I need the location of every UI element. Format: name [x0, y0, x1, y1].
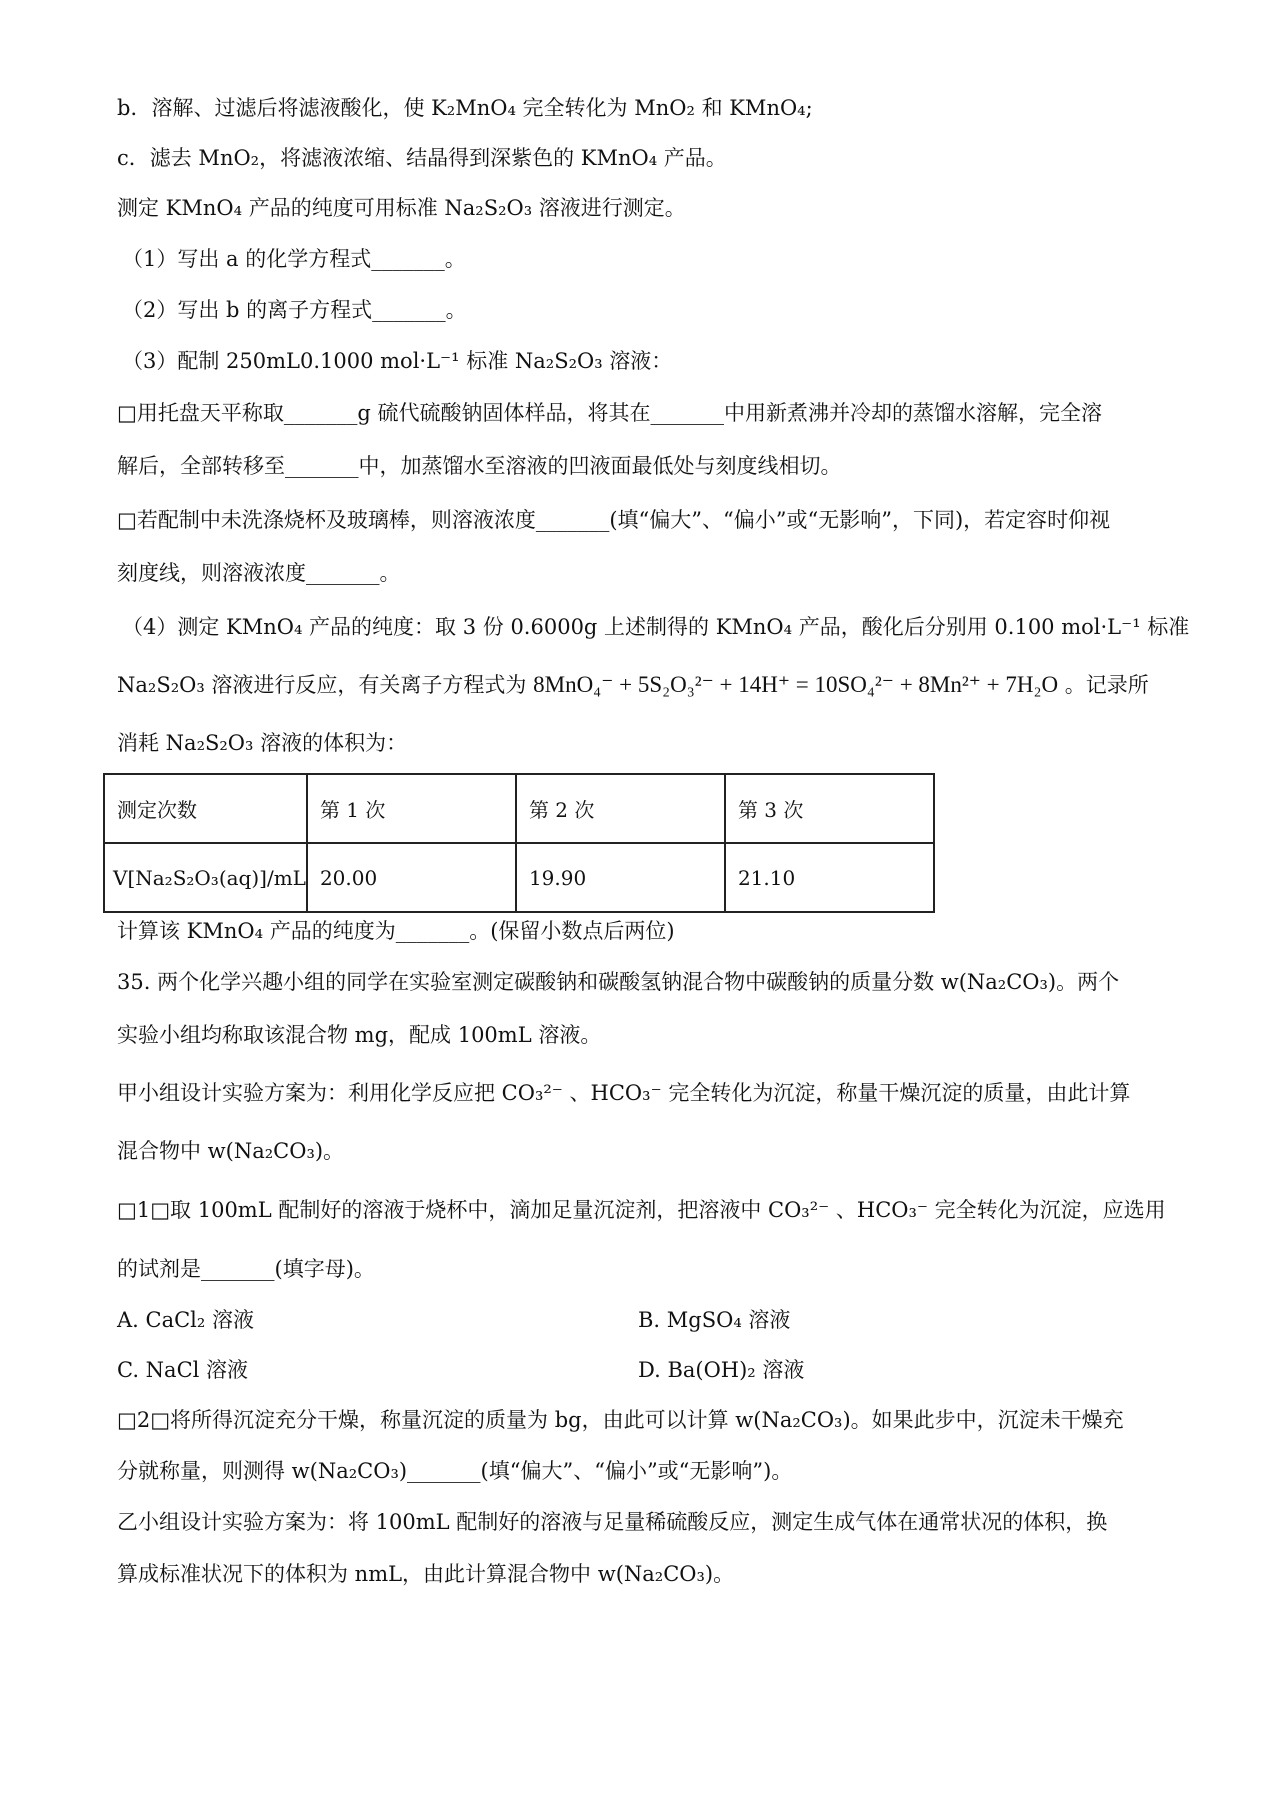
choice-c: C. NaCl 溶液: [117, 1358, 249, 1382]
group-a-line2: 混合物中 w(Na₂CO₃)。: [117, 1139, 345, 1163]
group-a-line1: 甲小组设计实验方案为：利用化学反应把 CO₃²⁻ 、HCO₃⁻ 完全转化为沉淀，称量干燥沉淀的质量，由此计算: [117, 1081, 1131, 1105]
subq-2-line1: □2□将所得沉淀充分干燥，称量沉淀的质量为 bg，由此可以计算 w(Na₂CO₃)。如果此步中，沉淀未干燥充: [117, 1408, 1124, 1432]
table-header-cell: 第 2 次: [516, 774, 725, 843]
question-4-text: Na₂S₂O₃ 溶液进行反应，有关离子方程式为: [117, 673, 527, 697]
question-4-line3: 消耗 Na₂S₂O₃ 溶液的体积为：: [117, 731, 408, 755]
table-header-cell: 第 1 次: [307, 774, 516, 843]
table-cell: 20.00: [307, 843, 516, 912]
question-3a-line1: □用托盘天平称取_______g 硫代硫酸钠固体样品，将其在_______中用新煮沸并冷却的蒸馏水溶解，完全溶: [117, 401, 1102, 425]
table-cell: 19.90: [516, 843, 725, 912]
question-4-tail: 。记录所: [1064, 673, 1149, 697]
step-c-line: c．滤去 MnO₂，将滤液浓缩、结晶得到深紫色的 KMnO₄ 产品。: [117, 146, 727, 170]
subq-1-line1: □1□取 100mL 配制好的溶液于烧杯中，滴加足量沉淀剂，把溶液中 CO₃²⁻ 、HCO₃⁻ 完全转化为沉淀，应选用: [117, 1198, 1166, 1222]
ionic-equation: 8MnO₄⁻ + 5S₂O₃²⁻ + 14H⁺ = 10SO₄²⁻ + 8Mn²⁺ + 7H₂O: [533, 672, 1059, 697]
volume-table: [103, 773, 935, 913]
subq-2-line2: 分就称量，则测得 w(Na₂CO₃)_______(填“偏大”、“偏小”或“无影响”)。: [117, 1459, 793, 1483]
question-3a-line2: 解后，全部转移至_______中，加蒸馏水至溶液的凹液面最低处与刻度线相切。: [117, 454, 842, 478]
table-header-cell: 测定次数: [104, 774, 307, 843]
table-row: [104, 774, 934, 843]
question-4-line4: 计算该 KMnO₄ 产品的纯度为_______。(保留小数点后两位): [117, 919, 675, 943]
question-1: （1）写出 a 的化学方程式_______。: [122, 247, 466, 271]
group-b-line1: 乙小组设计实验方案为：将 100mL 配制好的溶液与足量稀硫酸反应，测定生成气体在通常状况的体积，换: [117, 1510, 1108, 1534]
question-4-line1: （4）测定 KMnO₄ 产品的纯度：取 3 份 0.6000g 上述制得的 KMnO₄ 产品，酸化后分别用 0.100 mol·L⁻¹ 标准: [122, 615, 1190, 639]
question-4-line2: [117, 670, 1149, 700]
choice-a: A. CaCl₂ 溶液: [117, 1308, 254, 1332]
choice-b: B. MgSO₄ 溶液: [638, 1308, 791, 1332]
choice-d: D. Ba(OH)₂ 溶液: [638, 1358, 805, 1382]
subq-1-line2: 的试剂是_______(填字母)。: [117, 1257, 375, 1281]
question-3b-line2: 刻度线，则溶液浓度_______。: [117, 561, 401, 585]
step-b-line: b．溶解、过滤后将滤液酸化，使 K₂MnO₄ 完全转化为 MnO₂ 和 KMnO₄;: [117, 96, 813, 120]
table-header-cell: 第 3 次: [725, 774, 934, 843]
table-cell: 21.10: [725, 843, 934, 912]
question-3: （3）配制 250mL0.1000 mol·L⁻¹ 标准 Na₂S₂O₃ 溶液：: [122, 349, 673, 373]
problem-35-line1: 35. 两个化学兴趣小组的同学在实验室测定碳酸钠和碳酸氢钠混合物中碳酸钠的质量分数 w(Na₂CO₃)。两个: [117, 970, 1120, 994]
problem-35-line2: 实验小组均称取该混合物 mg，配成 100mL 溶液。: [117, 1023, 602, 1047]
purity-intro-line: 测定 KMnO₄ 产品的纯度可用标准 Na₂S₂O₃ 溶液进行测定。: [117, 196, 686, 220]
table-row-label: V[Na₂S₂O₃(aq)]/mL: [104, 843, 307, 912]
group-b-line2: 算成标准状况下的体积为 nmL，由此计算混合物中 w(Na₂CO₃)。: [117, 1562, 735, 1586]
question-3b-line1: □若配制中未洗涤烧杯及玻璃棒，则溶液浓度_______(填“偏大”、“偏小”或“无影响”，下同)，若定容时仰视: [117, 508, 1111, 532]
question-2: （2）写出 b 的离子方程式_______。: [122, 298, 467, 322]
table-row: [104, 843, 934, 912]
